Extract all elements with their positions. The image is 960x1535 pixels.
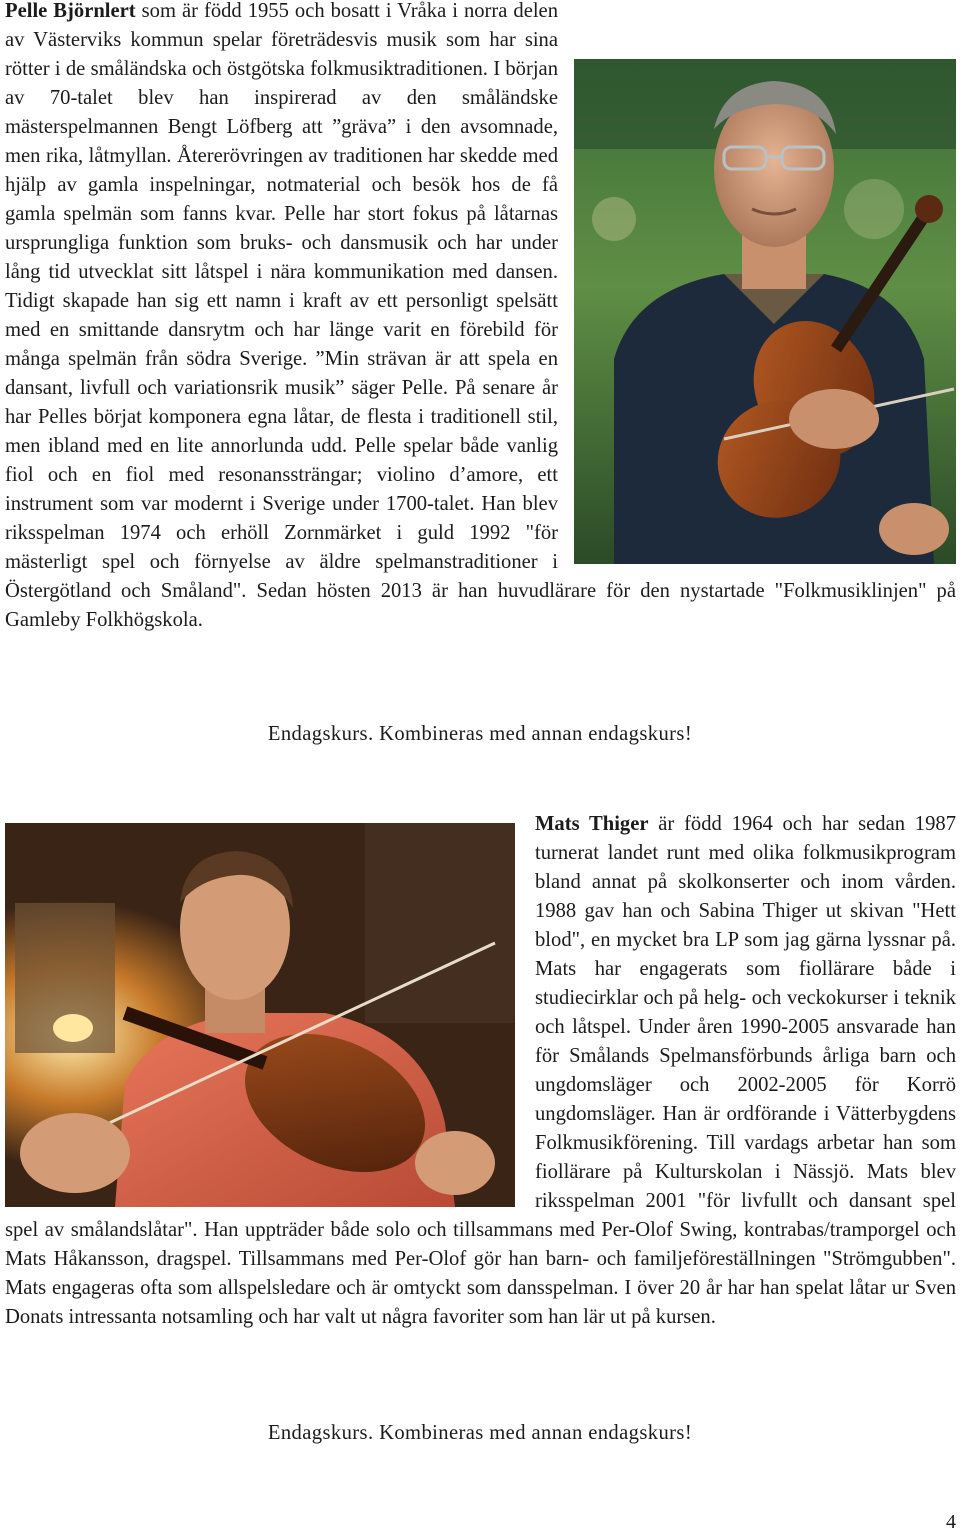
pelle-course-note: Endagskurs. Kombineras med annan endagskurs! — [267, 723, 693, 745]
mats-bio — [5, 810, 956, 1332]
pelle-bio — [5, 0, 956, 635]
mats-fiddler-photo — [5, 823, 515, 1207]
pelle-bio-text: som är född 1955 och bosatt i Vråka i norra delen av Västerviks kommun spelar företrädesvis musik som har sina rötter i de småländska och östgötska folkmusiktraditionen. I början av 70-talet blev han inspirerad av den småländske mästerspelmannen Bengt Löfberg att ”gräva” i den avsomnade, men rika, låtmyllan. Återerövringen av traditionen har skedde med hjälp av gamla inspelningar, notmaterial och besök hos de få gamla spelmän som fanns kvar. Pelle har stort fokus på låtarnas ursprungliga funktion som bruks- och dansmusik och har under lång tid utvecklat sitt låtspel i nära kommunikation med dansen. Tidigt skapade han sig ett namn i kraft av ett personligt spelsätt med en smittande dansrytm och har länge varit en förebild för många spelmän från södra Sverige. ”Min strävan är att spela en dansant, livfull och variationsrik musik” säger Pelle. På senare år har Pelles börjat komponera egna låtar, de flesta i traditionell stil, men ibland med en lite annorlunda udd. Pelle spelar både vanlig fiol och en fiol med resonanssträngar; violino d’amore, ett instrument som var modernt i Sverige under 1700-talet. Han blev riksspelman 1974 och erhöll Zornmärket i guld 1992 "för mästerligt spel och förnyelse av äldre spelmanstraditioner i Östergötland och Småland". Sedan hösten 2013 är han huvudlärare för den nystartade "Folkmusiklinjen" på Gamleby Folkhögskola. — [5, 0, 956, 631]
page-number: 4 — [946, 1511, 956, 1533]
mats-name: Mats Thiger — [535, 813, 649, 835]
pelle-name: Pelle Björnlert — [5, 0, 136, 22]
mats-bio-text: är född 1964 och har sedan 1987 turnerat landet runt med olika folkmusikprogram bland annat på skolkonserter och inom vården. 1988 gav han och Sabina Thiger ut skivan "Hett blod", en mycket bra LP som jag gärna lyssnar på. Mats har engagerats som fiollärare både i studiecirklar och på helg- och veckokurser i teknik och låtspel. Under åren 1990-2005 ansvarade han för Smålands Spelmansförbunds årliga barn och ungdomsläger och 2002-2005 för Korrö ungdomsläger. Han är ordförande i Vätterbygdens Folkmusikförening. Till vardags arbetar han som fiollärare på Kulturskolan i Nässjö. Mats blev riksspelman 2001 "för livfullt och dansant spel spel av smålandslåtar". Han uppträder både solo och tillsammans med Per-Olof Swing, kontrabas/tramporgel och Mats Håkansson, dragspel. Tillsammans med Per-Olof gör han barn- och familjeföreställningen "Strömgubben". Mats engageras ofta som allspelsledare och är omtyckt som dansspelman. I över 20 år har han spelat låtar ur Sven Donats intressanta notsamling och har valt ut några favoriter som han lär ut på kursen. — [5, 813, 956, 1328]
pelle-fiddler-photo — [574, 59, 956, 564]
mats-course-note: Endagskurs. Kombineras med annan endagskurs! — [267, 1422, 693, 1444]
